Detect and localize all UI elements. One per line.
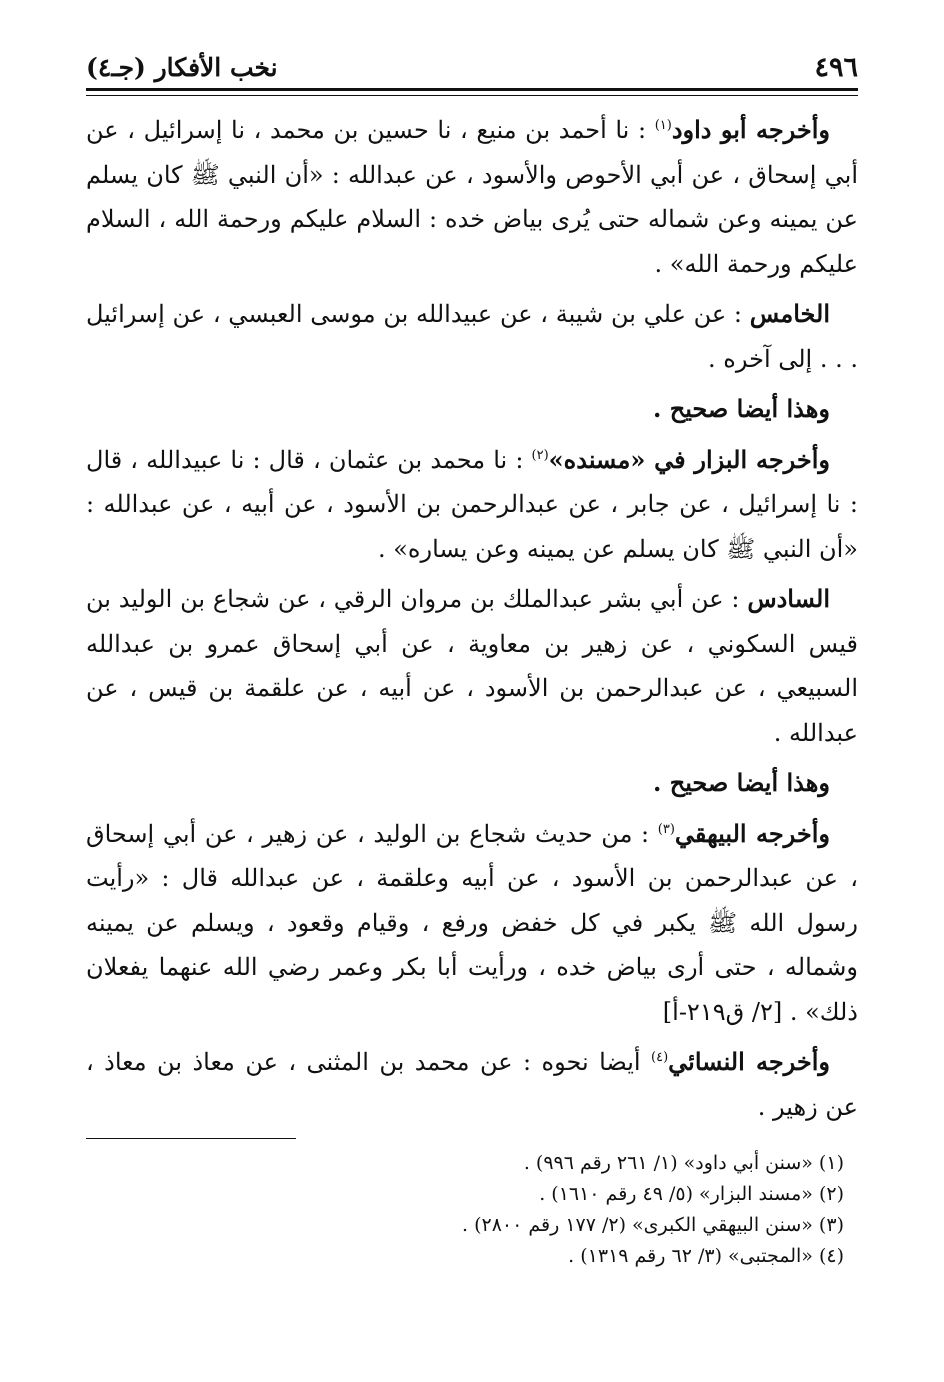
paragraph (86, 108, 858, 286)
paragraph (86, 1040, 858, 1129)
paragraph-lead: السادس (747, 584, 830, 613)
paragraph-lead: وأخرجه أبو داود (671, 115, 830, 144)
paragraph-lead: وأخرجه البيهقي (674, 818, 830, 848)
paragraph-lead: وأخرجه البزار في «مسنده» (548, 444, 831, 474)
paragraph (86, 292, 858, 381)
paragraph-text: أيضا نحوه : عن محمد بن المثنى ، عن معاذ بن معاذ ، عن زهير . (86, 1048, 858, 1121)
paragraph-text: : عن علي بن شيبة ، عن عبيدالله بن موسى العبسي ، عن إسرائيل . . . إلى آخره . (86, 300, 858, 373)
paragraph-lead: الخامس (749, 299, 831, 328)
paragraph-text: : عن أبي بشر عبدالملك بن مروان الرقي ، عن شجاع بن الوليد بن قيس السكوني ، عن زهير بن معاوية ، عن أبي إسحاق عمرو بن عبدالله السبيعي ، عن عبدالرحمن بن الأسود ، عن أبيه ، عن علقمة بن قيس ، عن عبدالله . (86, 585, 858, 747)
paragraph-lead: وأخرجه النسائي (668, 1047, 830, 1076)
footnote-ref: (٤) (651, 1050, 669, 1065)
header-rule-thick (86, 88, 858, 91)
paragraph (86, 812, 858, 1035)
paragraph (86, 438, 858, 572)
footnote-separator (86, 1138, 296, 1139)
header-rule-thin (86, 95, 858, 96)
paragraph-lead: وهذا أيضا صحيح . (652, 768, 830, 797)
paragraph (86, 577, 858, 755)
paragraph-text: : نا أحمد بن منيع ، نا حسين بن محمد ، نا إسرائيل ، عن أبي إسحاق ، عن أبي الأحوص والأسود ، عن عبدالله : «أن النبي ﷺ كان يسلم عن يمينه وعن شماله حتى يُرى بياض خده : السلام عليكم ورحمة الله ، السلام عليكم ورحمة الله» . (86, 116, 858, 278)
main-text (86, 108, 858, 1135)
paragraph-lead: وهذا أيضا صحيح . (652, 394, 830, 423)
footnote: (١) «سنن أبي داود» (١/ ٢٦١ رقم ٩٩٦) . (523, 1152, 844, 1174)
footnote-ref: (١) (654, 118, 672, 133)
page-number: ٤٩٦ (814, 51, 858, 83)
footnote-ref: (٢) (531, 447, 549, 463)
paragraph (86, 387, 858, 432)
paragraph (86, 761, 858, 806)
footnote-ref: (٣) (657, 821, 675, 837)
footnote: (٢) «مسند البزار» (٥/ ٤٩ رقم ١٦١٠) . (539, 1183, 844, 1205)
footnote: (٣) «سنن البيهقي الكبرى» (٢/ ١٧٧ رقم ٢٨٠٠) . (462, 1214, 844, 1236)
book-title: نخب الأفكار (جـ٤) (86, 52, 278, 82)
running-header (86, 46, 858, 88)
footnotes (86, 1148, 858, 1272)
footnote: (٤) «المجتبى» (٣/ ٦٢ رقم ١٣١٩) . (568, 1245, 844, 1267)
paragraph-text: : نا محمد بن عثمان ، قال : نا عبيدالله ، قال : نا إسرائيل ، عن جابر ، عن عبدالرحمن بن الأسود ، عن أبيه ، عن عبدالله : «أن النبي ﷺ كان يسلم عن يمينه وعن يساره» . (86, 445, 858, 563)
paragraph-text: : من حديث شجاع بن الوليد ، عن زهير ، عن أبي إسحاق ، عن عبدالرحمن بن الأسود ، عن أبيه وعلقمة ، عن عبدالله قال : «رأيت رسول الله ﷺ يكبر في كل خفض ورفع ، وقيام وقعود ، ويسلم عن يمينه وشماله ، حتى أرى بياض خده ، ورأيت أبا بكر وعمر رضي الله عنهما يفعلان ذلك» . [٢/ ق٢١٩-أ] (86, 819, 858, 1026)
